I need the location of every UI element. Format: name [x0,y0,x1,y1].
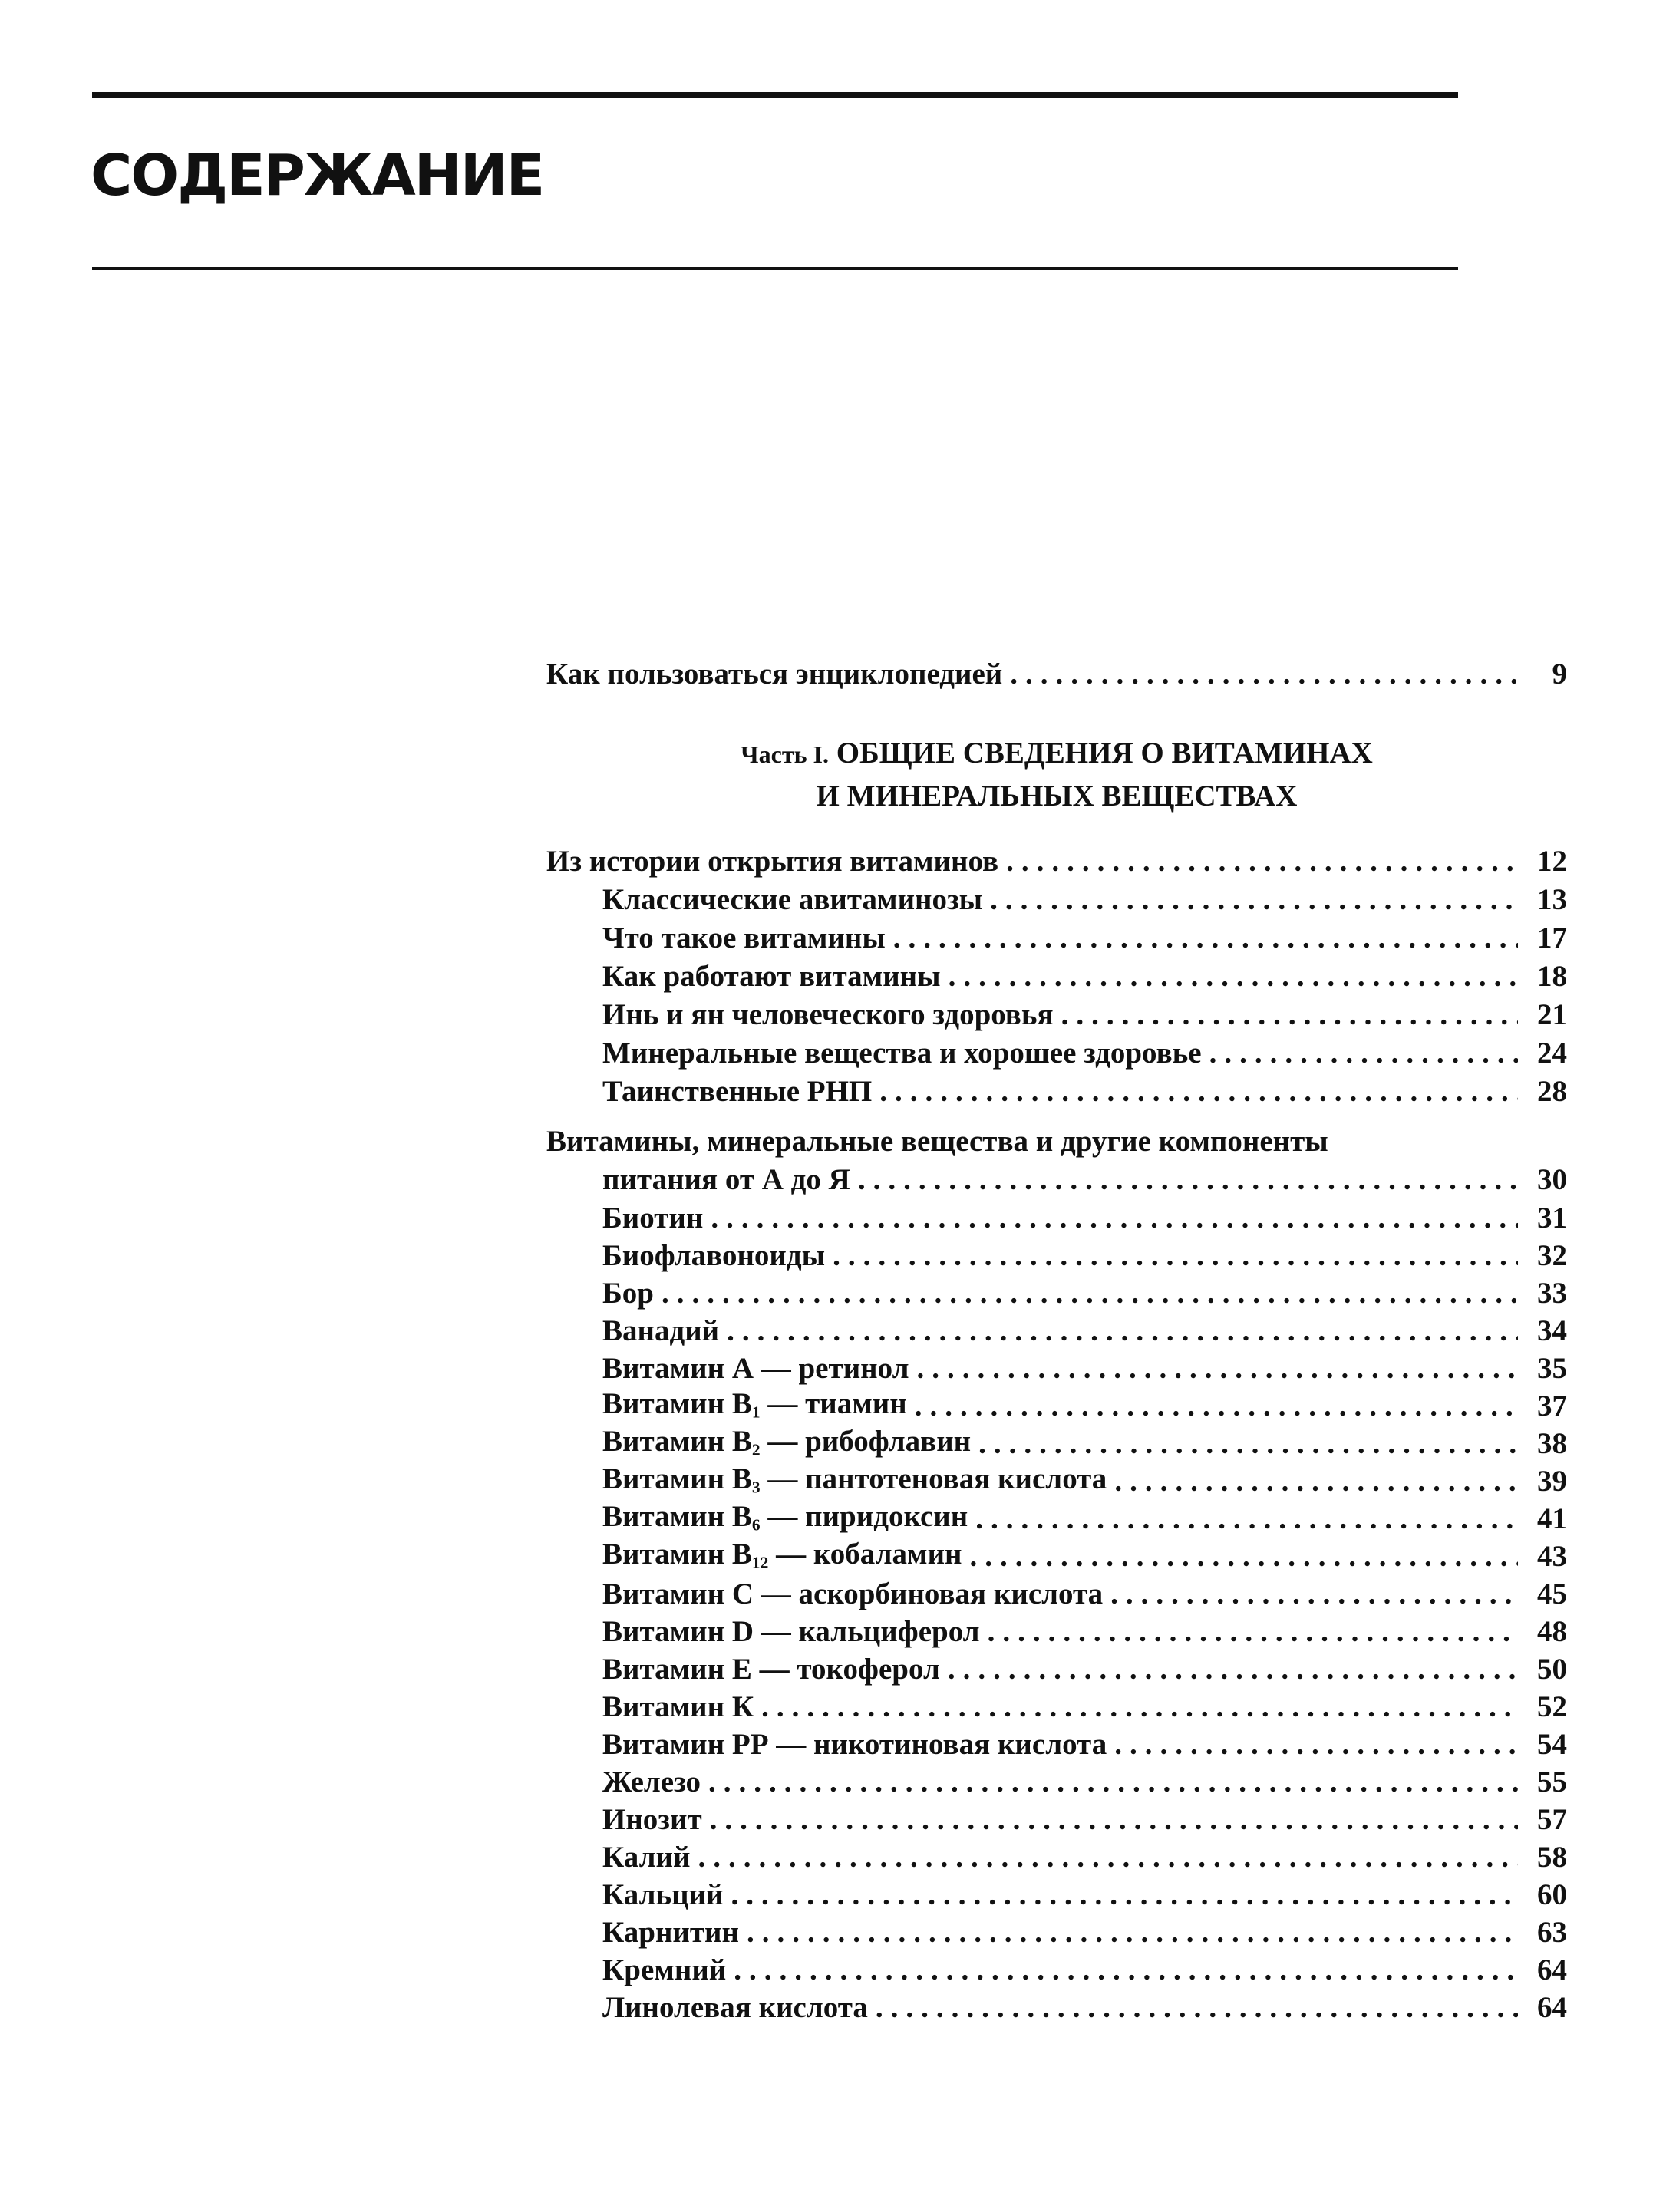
dot-leader [915,1391,1518,1421]
dot-leader [761,1692,1518,1722]
toc-entry-page: 24 [1537,1037,1567,1070]
top-rule [92,92,1458,98]
toc-entry[interactable] [602,991,1567,1030]
toc-entry-title: Что такое витамины [602,921,886,954]
toc-entry-az[interactable] [602,1156,1567,1195]
dot-leader [970,1541,1518,1571]
toc-entry-title [602,1539,962,1571]
dot-leader [734,1955,1518,1985]
toc-entry-page: 60 [1537,1878,1567,1911]
toc-entry[interactable] [602,1195,1567,1233]
dot-leader [893,923,1518,953]
toc-entry-page: 21 [1537,998,1567,1031]
toc-entry-page: 58 [1537,1841,1567,1874]
toc-entry-page: 45 [1537,1577,1567,1610]
toc-entry[interactable] [602,1307,1567,1346]
toc-entry-title: Железо [602,1765,701,1798]
toc-entry[interactable] [602,876,1567,915]
toc-entry-page: 31 [1537,1202,1567,1235]
toc-entry-title: Таинственные РНП [602,1075,873,1108]
toc-entry-page: 55 [1537,1765,1567,1798]
toc-entry[interactable] [602,1796,1567,1835]
toc-entry-title: Витамин К [602,1690,754,1723]
toc-entry[interactable] [602,1495,1567,1534]
toc-entry-title-rest: — рибофлавин [760,1425,972,1459]
toc-entry-title-rest: — пантотеновая кислота [760,1462,1107,1496]
toc-entry-history[interactable] [546,838,1567,876]
toc-entry-title-rest: — кобаламин [768,1538,962,1571]
toc-entry[interactable] [602,1030,1567,1068]
part-title-line2: И МИНЕРАЛЬНЫХ ВЕЩЕСТВАХ [816,780,1298,813]
dot-leader [833,1241,1518,1271]
page-title: СОДЕРЖАНИЕ [91,143,544,209]
toc-entry-page: 32 [1537,1239,1567,1272]
toc-entry-title: Инозит [602,1803,702,1836]
toc-entry-page: 64 [1537,1991,1567,2024]
toc-entry-title: Витамин А — ретинол [602,1352,909,1385]
toc-entry-page: 17 [1537,921,1567,954]
toc-entry-title: Биотин [602,1202,704,1235]
dot-leader [858,1165,1518,1195]
toc-entry[interactable] [602,1608,1567,1647]
dot-leader [1110,1579,1518,1609]
dot-leader [988,1617,1518,1647]
toc-entry-title: Как пользоваться энциклопедией [546,658,1003,691]
toc-entry-title: Ванадий [602,1314,720,1347]
toc-entry-title: Витамин Е — токоферол [602,1653,940,1686]
toc-entry-title: Кремний [602,1953,727,1986]
dot-leader [727,1316,1518,1346]
vitamin-subscript: 12 [751,1553,769,1572]
toc-entry-title-main: Витамин B [602,1425,752,1459]
dot-leader [711,1203,1518,1233]
toc-entry-title: Витамин РР — никотиновая кислота [602,1728,1107,1761]
dot-leader [1209,1038,1518,1068]
toc-entry[interactable] [602,1759,1567,1797]
vitamin-subscript: 1 [751,1403,761,1422]
toc-entry[interactable] [602,1984,1567,2022]
dot-leader [1114,1729,1518,1759]
toc-entry-title [602,1502,968,1534]
toc-entry-page: 34 [1537,1314,1567,1347]
toc-entry[interactable] [602,1646,1567,1684]
toc-entry[interactable] [602,1232,1567,1271]
toc-entry-title: Кальций [602,1878,724,1911]
toc-entry-title: Витамины, минеральные вещества и другие компоненты [546,1125,1328,1158]
dot-leader [708,1767,1518,1797]
dot-leader [747,1917,1518,1947]
toc-entry-page: 64 [1537,1953,1567,1986]
toc-entry[interactable] [602,1683,1567,1722]
vitamin-subscript: 6 [751,1515,761,1535]
toc-entry[interactable] [602,953,1567,991]
vitamin-subscript: 3 [751,1478,761,1497]
dot-leader [917,1353,1518,1383]
toc-entry-title: Карнитин [602,1916,739,1949]
dot-leader [731,1880,1518,1910]
toc-entry-page: 13 [1537,883,1567,916]
part-heading-line2 [546,781,1567,811]
toc-entry-title-rest: — тиамин [760,1387,907,1421]
toc-entry-page: 63 [1537,1916,1567,1949]
toc-entry-intro[interactable] [546,651,1567,689]
toc-entry-title [602,1464,1107,1496]
toc-entry[interactable] [602,1909,1567,1947]
dot-leader [1061,1000,1518,1030]
toc-entry[interactable] [602,1068,1567,1106]
toc-entry-page: 38 [1537,1427,1567,1460]
toc-entry-title: Классические авитаминозы [602,883,983,916]
toc-entry[interactable] [602,1947,1567,1985]
toc-entry[interactable] [602,1345,1567,1383]
toc-entry-page: 37 [1537,1390,1567,1422]
toc-entry-page: 9 [1552,658,1567,691]
dot-leader [949,961,1518,991]
dot-leader [948,1654,1518,1684]
toc-entry-page: 57 [1537,1803,1567,1836]
toc-entry-title: Калий [602,1841,691,1874]
toc-entry-page: 35 [1537,1352,1567,1385]
title-underline-rule [92,267,1458,270]
toc-entry[interactable] [602,1458,1567,1496]
toc-entry-title: Как работают витамины [602,960,941,993]
part-label: Часть I. [741,740,829,768]
dot-leader [978,1429,1518,1459]
toc-entry[interactable] [602,1834,1567,1872]
toc-entry-title: Минеральные вещества и хорошее здоровье [602,1037,1202,1070]
toc-entry-page: 30 [1537,1163,1567,1196]
part-heading [546,738,1567,768]
toc-entry-page: 39 [1537,1465,1567,1498]
toc-entry-page: 48 [1537,1615,1567,1648]
vitamin-subscript: 2 [751,1440,761,1459]
toc-entry-title: Бор [602,1277,654,1310]
toc-entry-page: 50 [1537,1653,1567,1686]
toc-entry[interactable] [602,915,1567,953]
toc-entry-page: 54 [1537,1728,1567,1761]
toc-entry-title: Витамин С — аскорбиновая кислота [602,1577,1104,1610]
dot-leader [710,1805,1518,1835]
toc-entry-az-line1 [546,1118,1328,1156]
toc-entry-title-main: Витамин B [602,1462,752,1496]
dot-leader [876,1993,1518,2022]
toc-entry[interactable] [602,1420,1567,1459]
toc-entry-title: питания от А до Я [602,1163,850,1196]
toc-entry-title-rest: — пиридоксин [760,1500,968,1534]
toc-entry-page: 33 [1537,1277,1567,1310]
toc-entry[interactable] [602,1571,1567,1609]
part-title-line1: ОБЩИЕ СВЕДЕНИЯ О ВИТАМИНАХ [836,737,1373,770]
toc-entry-title: Биофлавоноиды [602,1239,826,1272]
dot-leader [1006,846,1518,876]
toc-entry-page: 28 [1537,1075,1567,1108]
toc-entry[interactable] [602,1871,1567,1910]
toc-entry[interactable] [602,1270,1567,1308]
dot-leader [662,1278,1518,1308]
toc-entry-title-main: Витамин B [602,1387,752,1421]
toc-entry-page: 18 [1537,960,1567,993]
dot-leader [1114,1466,1518,1496]
toc-entry-title-main: Витамин B [602,1538,752,1571]
toc-entry-title-main: Витамин B [602,1500,752,1534]
toc-entry-title: Линолевая кислота [602,1991,868,2024]
toc-entry-page: 52 [1537,1690,1567,1723]
toc-entry-title: Витамин D — кальциферол [602,1615,980,1648]
toc-entry-title: Инь и ян человеческого здоровья [602,998,1054,1031]
toc-entry[interactable] [602,1383,1567,1421]
dot-leader [990,885,1518,915]
dot-leader [879,1076,1518,1106]
toc-entry[interactable] [602,1721,1567,1759]
toc-entry-title [602,1389,907,1421]
toc-entry-page: 41 [1537,1502,1567,1535]
toc-entry-title: Из истории открытия витаминов [546,845,999,878]
toc-entry-page: 12 [1537,845,1567,878]
toc-entry-page: 43 [1537,1540,1567,1573]
dot-leader [975,1504,1518,1534]
toc-entry-title [602,1426,971,1459]
toc-entry[interactable] [602,1533,1567,1571]
dot-leader [698,1842,1518,1872]
dot-leader [1010,659,1518,689]
